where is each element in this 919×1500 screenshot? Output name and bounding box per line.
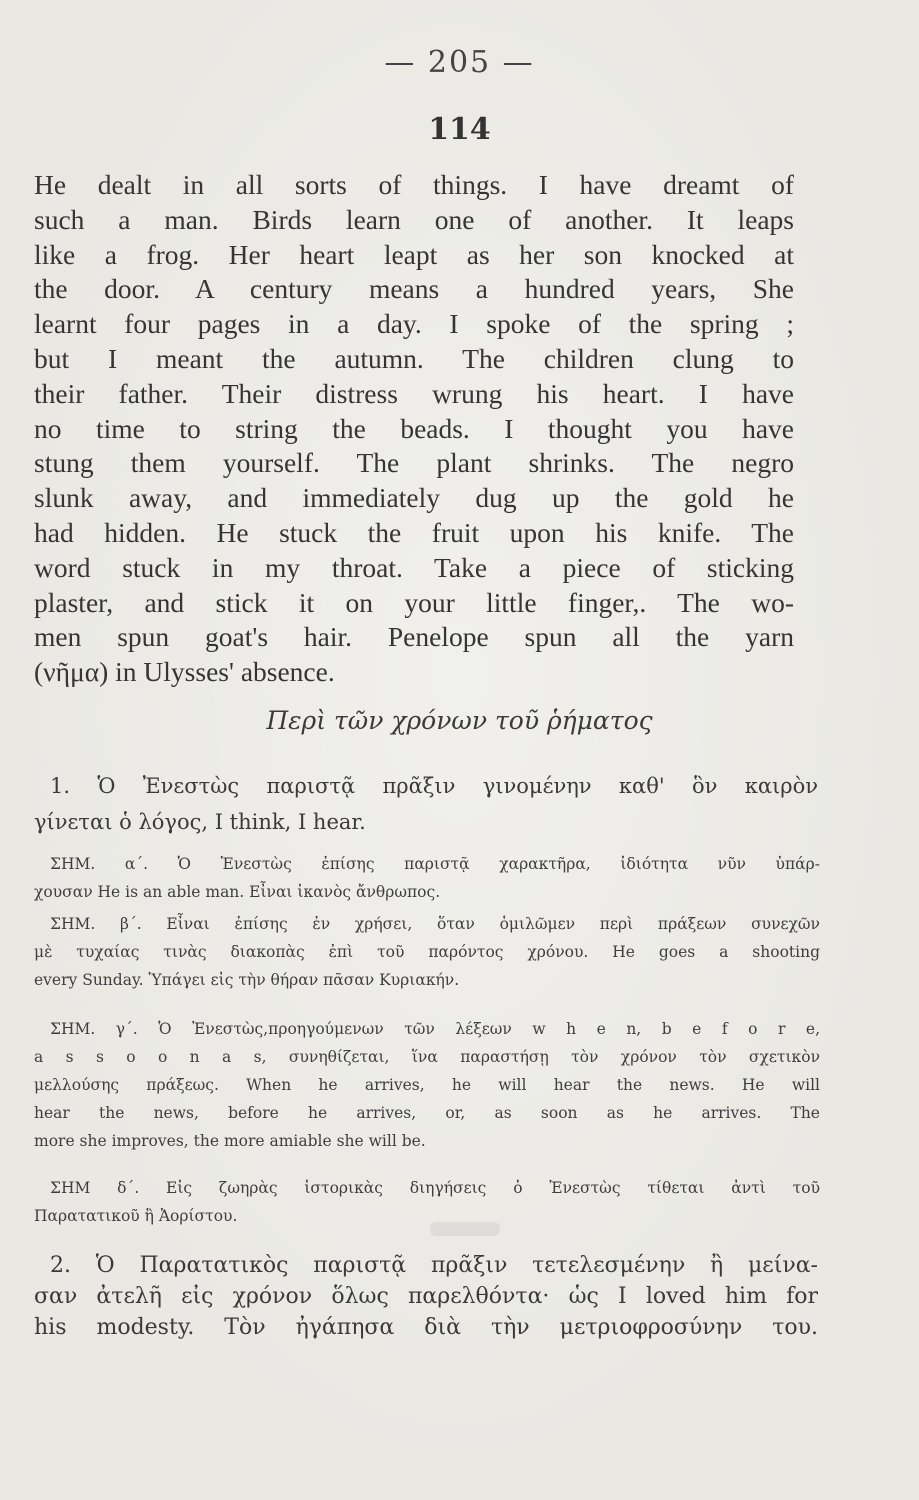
english-examples-paragraph (34, 168, 794, 690)
text-line: χουσαν He is an able man. Εἶναι ἱκανὸς ἄνθρωπος. (34, 883, 441, 901)
text-line: He dealt in all sorts of things. I have dreamt of (34, 169, 794, 200)
text-line: Παρατατικοῦ ἢ Ἀορίστου. (34, 1207, 238, 1225)
text-line: more she improves, the more amiable she will be. (34, 1132, 426, 1150)
text-line: ΣΗΜ. γ΄. Ὁ Ἐνεστὼς,προηγούμενων τῶν λέξεων w h e n, b e f o r e, (50, 1020, 820, 1038)
text-line: but I meant the autumn. The children clung to (34, 342, 794, 374)
text-line: slunk away, and immediately dug up the gold he (34, 482, 794, 514)
text-line: no time to string the beads. I thought you have (34, 412, 794, 444)
text-line: ΣΗΜ. α΄. Ὁ Ἐνεστὼς ἐπίσης παριστᾷ χαρακτῆρα, ἰδιότητα νῦν ὑπάρ- (50, 855, 820, 873)
page-number: — 205 — (384, 45, 535, 80)
text-line: such a man. Birds learn one of another. It leaps (34, 203, 794, 235)
text-line: every Sunday. Ὑπάγει εἰς τὴν θήραν πᾶσαν Κυριακήν. (34, 971, 460, 989)
text-line: the door. A century means a hundred years, She (34, 273, 794, 305)
note-alpha (34, 850, 820, 906)
section-heading: Περὶ τῶν χρόνων τοῦ ῥήματος (266, 706, 653, 735)
text-line: μὲ τυχαίας τινὰς διακοπὰς ἐπὶ τοῦ παρόντος χρόνου. He goes a shooting (34, 943, 820, 961)
text-line: σαν ἀτελῆ εἰς χρόνον ὅλως παρελθόντα· ὡς I loved him for (34, 1284, 818, 1309)
text-line: word stuck in my throat. Take a piece of sticking (34, 551, 794, 583)
rule-2-imperfect-tense (34, 1250, 818, 1343)
text-line: (νῆμα) in Ulysses' absence. (34, 656, 335, 688)
ink-smudge (430, 1222, 500, 1236)
note-gamma (34, 1015, 820, 1155)
text-line: ΣΗΜ δ΄. Εἰς ζωηρὰς ἱστορικὰς διηγήσεις ὁ Ἐνεστὼς τίθεται ἀντὶ τοῦ (50, 1179, 820, 1197)
text-line: learnt four pages in a day. I spoke of the spring ; (34, 308, 794, 340)
note-beta (34, 910, 820, 994)
text-line: his modesty. Τὸν ἠγάπησα διὰ τὴν μετριοφροσύνην του. (34, 1315, 818, 1340)
text-line: plaster, and stick it on your little finger,. The wo- (34, 586, 794, 618)
text-line: 1. Ὁ Ἐνεστὼς παριστᾷ πρᾶξιν γινομένην καθ' ὃν καιρὸν (50, 774, 818, 798)
text-line: γίνεται ὁ λόγος, I think, I hear. (34, 810, 366, 834)
rule-1-present-tense (34, 768, 818, 840)
text-line: men spun goat's hair. Penelope spun all the yarn (34, 621, 794, 653)
text-line: stung them yourself. The plant shrinks. The negro (34, 447, 794, 479)
text-line: a s s o o n a s, συνηθίζεται, ἵνα παραστήσῃ τὸν χρόνον τὸν σχετικὸν (34, 1048, 820, 1066)
lesson-number: 114 (428, 112, 491, 147)
text-line: μελλούσης πράξεως. When he arrives, he will hear the news. He will (34, 1076, 820, 1094)
text-line: had hidden. He stuck the fruit upon his knife. The (34, 516, 794, 548)
text-line: hear the news, before he arrives, or, as soon as he arrives. The (34, 1104, 820, 1122)
text-line: 2. Ὁ Παρατατικὸς παριστᾷ πρᾶξιν τετελεσμένην ἢ μείνα- (50, 1253, 818, 1278)
text-line: like a frog. Her heart leapt as her son knocked at (34, 238, 794, 270)
text-line: their father. Their distress wrung his heart. I have (34, 377, 794, 409)
text-line: ΣΗΜ. β΄. Εἶναι ἐπίσης ἐν χρήσει, ὅταν ὁμιλῶμεν περὶ πράξεων συνεχῶν (50, 915, 820, 933)
